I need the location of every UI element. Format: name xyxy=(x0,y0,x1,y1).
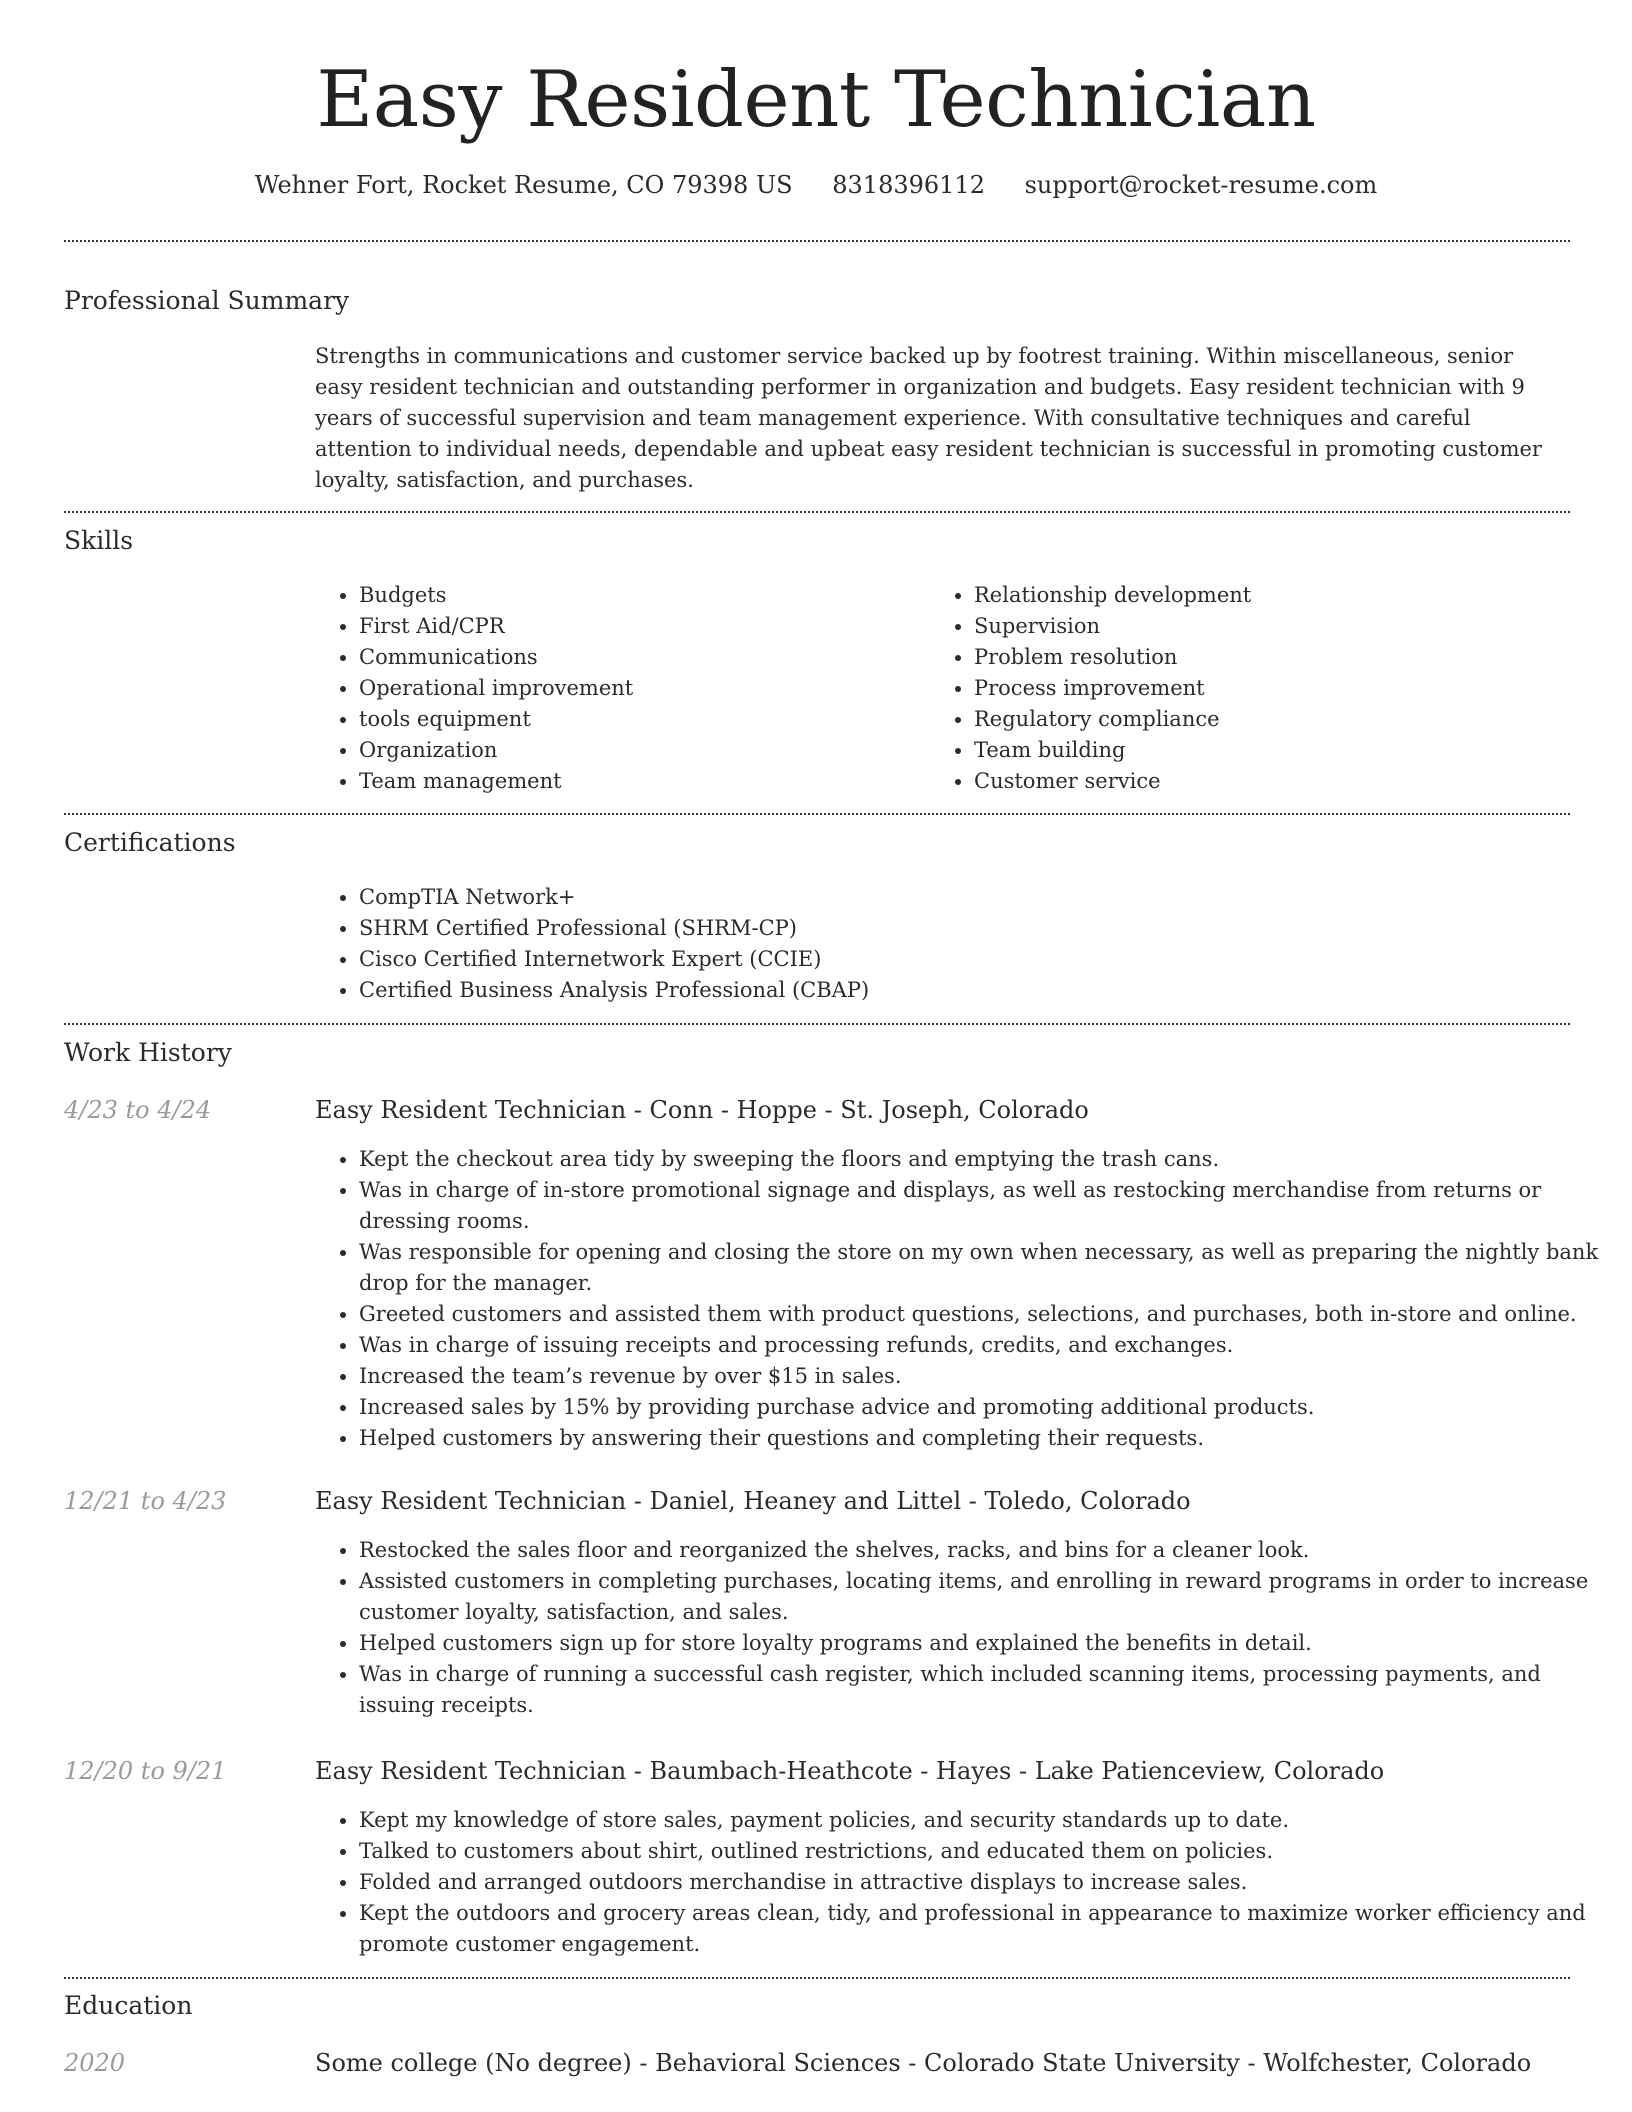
contact-email: support@rocket-resume.com xyxy=(1024,171,1378,199)
summary-text: Strengths in communications and customer service backed up by footrest training. Within miscellaneous, senior easy resident technician and outstanding performer in organization and budgets. Easy resident technician with 9 years of successful supervision and team management experience. With consultative techniques and careful attention to individual needs, dependable and upbeat easy resident technician is successful in promoting customer loyalty, satisfaction, and purchases. xyxy=(315,344,1542,492)
job-dates: 4/23 to 4/24 xyxy=(64,1096,212,1124)
education-year: 2020 xyxy=(64,2049,126,2077)
job-bullet: • Talked to customers about shirt, outlined restrictions, and educated them on policies. xyxy=(359,1836,1611,1867)
job-bullet: • Assisted customers in completing purchases, locating items, and enrolling in reward programs in order to increase customer loyalty, satisfaction, and sales. xyxy=(359,1566,1611,1628)
certifications-list xyxy=(315,882,1559,1006)
skill-item: • Organization xyxy=(359,735,919,766)
skill-item: • Relationship development xyxy=(974,580,1574,611)
contact-line xyxy=(0,168,1632,202)
job-dates: 12/21 to 4/23 xyxy=(64,1487,227,1515)
job-bullet: • Kept the outdoors and grocery areas clean, tidy, and professional in appearance to maximize worker efficiency and promote customer engagement. xyxy=(359,1898,1611,1960)
job-bullet: • Helped customers by answering their questions and completing their requests. xyxy=(359,1423,1611,1454)
certification-item: • CompTIA Network+ xyxy=(359,882,1559,913)
job-bullet: • Was in charge of in-store promotional signage and displays, as well as restocking merchandise from returns or dressing rooms. xyxy=(359,1175,1611,1237)
job-bullet: • Helped customers sign up for store loyalty programs and explained the benefits in detail. xyxy=(359,1628,1611,1659)
job-bullet: • Was in charge of issuing receipts and processing refunds, credits, and exchanges. xyxy=(359,1330,1611,1361)
skill-item: • Operational improvement xyxy=(359,673,919,704)
job-title: Easy Resident Technician - Conn - Hoppe - St. Joseph, Colorado xyxy=(315,1096,1089,1124)
job-bullets xyxy=(315,1535,1611,1721)
skill-item: • Process improvement xyxy=(974,673,1574,704)
skill-item: • Customer service xyxy=(974,766,1574,797)
candidate-name: Easy Resident Technician xyxy=(316,55,1316,145)
skill-item: • Budgets xyxy=(359,580,919,611)
job-title: Easy Resident Technician - Baumbach-Heathcote - Hayes - Lake Patienceview, Colorado xyxy=(315,1757,1385,1785)
job-bullet: • Greeted customers and assisted them with product questions, selections, and purchases, both in-store and online. xyxy=(359,1299,1611,1330)
job-bullet: • Was responsible for opening and closing the store on my own when necessary, as well as preparing the nightly bank drop for the manager. xyxy=(359,1237,1611,1299)
job-bullet: • Kept my knowledge of store sales, payment policies, and security standards up to date. xyxy=(359,1805,1611,1836)
certification-item: • SHRM Certified Professional (SHRM-CP) xyxy=(359,913,1559,944)
divider xyxy=(64,1977,1570,1979)
job-title: Easy Resident Technician - Daniel, Heaney and Littel - Toledo, Colorado xyxy=(315,1487,1191,1515)
skills-list-left xyxy=(315,580,919,797)
job-bullet: • Folded and arranged outdoors merchandise in attractive displays to increase sales. xyxy=(359,1867,1611,1898)
education-degree: Some college (No degree) - Behavioral Sciences - Colorado State University - Wolfchester, Colorado xyxy=(315,2049,1532,2077)
skill-item: • Team management xyxy=(359,766,919,797)
skill-item: • tools equipment xyxy=(359,704,919,735)
skill-item: • First Aid/CPR xyxy=(359,611,919,642)
skill-item: • Team building xyxy=(974,735,1574,766)
certification-item: • Certified Business Analysis Professional (CBAP) xyxy=(359,975,1559,1006)
skill-item: • Supervision xyxy=(974,611,1574,642)
certification-item: • Cisco Certified Internetwork Expert (CCIE) xyxy=(359,944,1559,975)
section-title-summary: Professional Summary xyxy=(64,286,350,315)
contact-phone: 8318396112 xyxy=(832,171,985,199)
job-bullet: • Kept the checkout area tidy by sweeping the floors and emptying the trash cans. xyxy=(359,1144,1611,1175)
skill-item: • Communications xyxy=(359,642,919,673)
divider xyxy=(64,813,1570,815)
divider xyxy=(64,1023,1570,1025)
divider xyxy=(64,511,1570,513)
skill-item: • Problem resolution xyxy=(974,642,1574,673)
section-title-work-history: Work History xyxy=(64,1038,232,1067)
job-bullet: • Increased sales by 15% by providing purchase advice and promoting additional products. xyxy=(359,1392,1611,1423)
section-title-education: Education xyxy=(64,1991,193,2020)
section-title-skills: Skills xyxy=(64,526,134,555)
contact-address: Wehner Fort, Rocket Resume, CO 79398 US xyxy=(254,171,793,199)
job-bullet: • Increased the team’s revenue by over $15 in sales. xyxy=(359,1361,1611,1392)
job-dates: 12/20 to 9/21 xyxy=(64,1757,227,1785)
job-bullet: • Restocked the sales floor and reorganized the shelves, racks, and bins for a cleaner look. xyxy=(359,1535,1611,1566)
job-bullet: • Was in charge of running a successful cash register, which included scanning items, processing payments, and issuing receipts. xyxy=(359,1659,1611,1721)
job-bullets xyxy=(315,1805,1611,1960)
section-title-certifications: Certifications xyxy=(64,828,236,857)
job-bullets xyxy=(315,1144,1611,1454)
skill-item: • Regulatory compliance xyxy=(974,704,1574,735)
skills-list-right xyxy=(930,580,1574,797)
divider xyxy=(64,240,1570,242)
